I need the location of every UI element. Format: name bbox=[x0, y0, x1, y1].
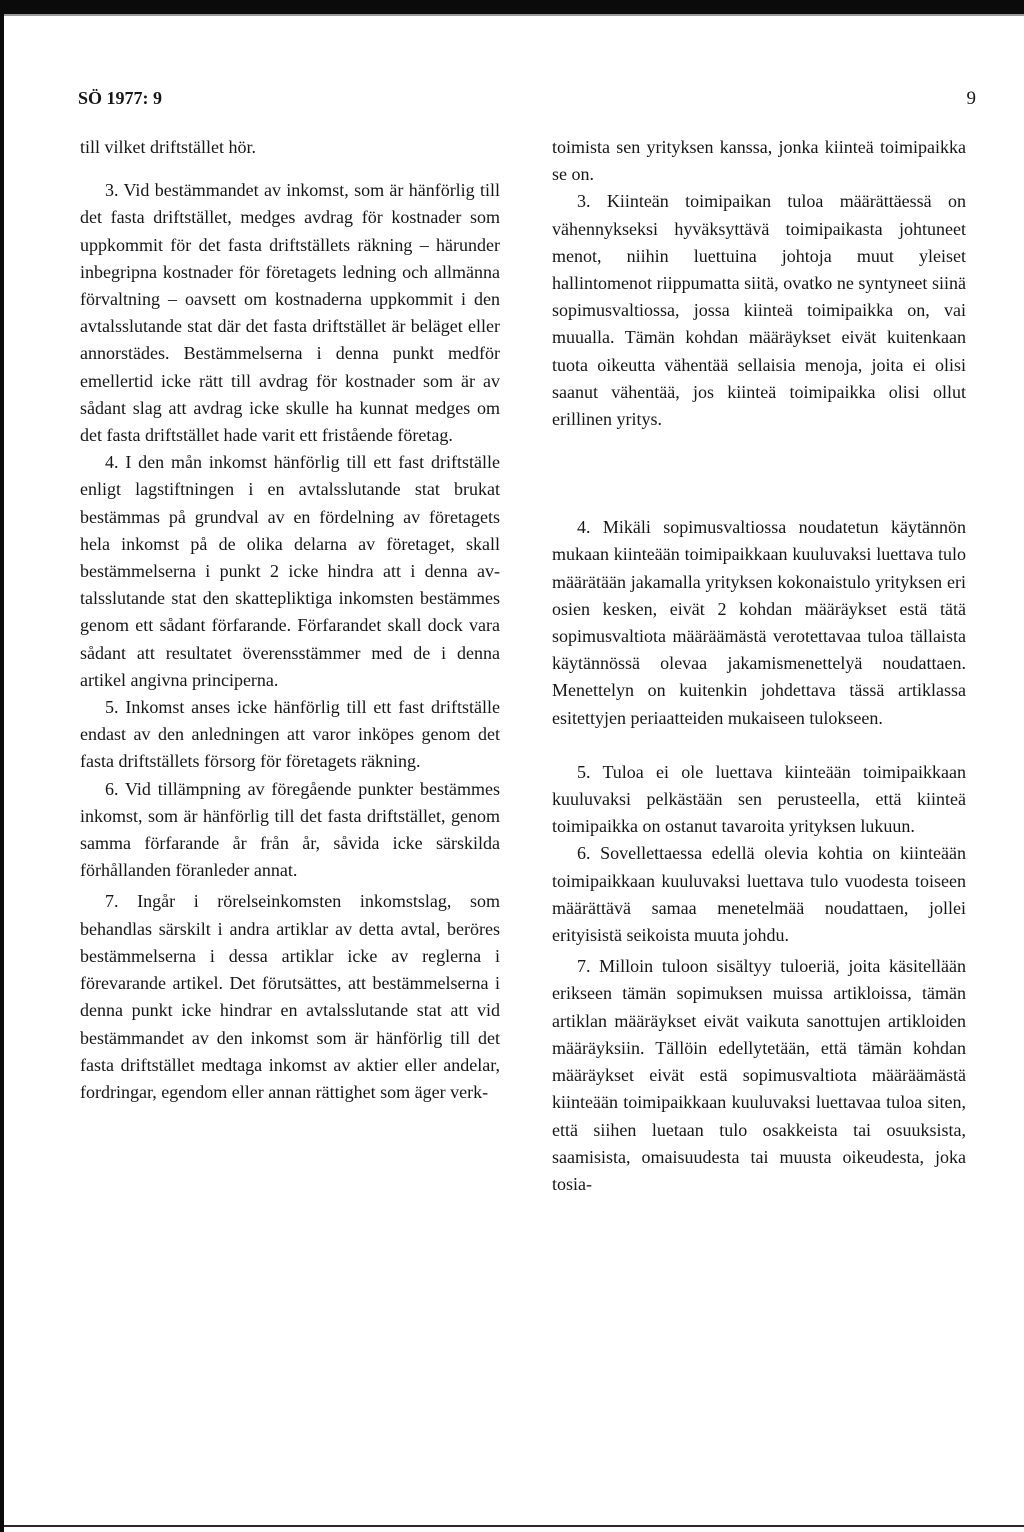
fi-paragraph-5: 5. Tuloa ei ole luettava kiinteään toimipaikkaan kuuluvaksi pelkästään sen perusteella, että kiinteä toimipaikka on ostanut tavaroita yrityksen lukuun. bbox=[552, 761, 966, 837]
finnish-column bbox=[552, 134, 966, 1198]
fi-paragraph-6: 6. Sovellettaessa edellä olevia kohtia on kiinteään toimipaikkaan kuuluvaksi luettava tulo vuodesta toiseen määrättävä samaa menetelmää noudattaen, jollei erityisistä seikoista muuta johdu. bbox=[552, 843, 966, 946]
sv-paragraph-7: 7. Ingår i rörelseinkomsten inkomstslag, som behandlas särskilt i andra artiklar av detta avtal, beröres bestämmelserna i dessa artiklar icke av reglerna i förevarande artikel. Det förutsättes, att bestämmelserna i denna punkt icke hindrar en avtalsslutande stat att vid bestämmandet av den inkomst som är hänförlig till det fasta driftstället medtaga inkomst av aktier eller andelar, fordringar, egendom eller annan rättighet som äger verk- bbox=[80, 891, 500, 1102]
sv-paragraph-continuation: till vilket driftstället hör. bbox=[80, 137, 256, 157]
scan-border-top-shadow bbox=[0, 14, 1024, 16]
fi-paragraph-4: 4. Mikäli sopimusvaltiossa noudatetun käytännön mukaan kiinteään toimipaikkaan kuuluvaksi luettava tulo määrätään jakamalla yrityksen kokonaistulo yrityksen eri osien kesken, eivät 2 kohdan määräykset estä tätä sopimusvaltiota määräämästä verotettavaa tuloa tällaista käytännössä olevaa jakamismenettelyä noudattaen. Menettelyn on kuitenkin johdettava tässä artiklassa esitettyjen periaatteiden mukaiseen tulokseen. bbox=[552, 517, 966, 728]
fi-paragraph-continuation: toimista sen yrityksen kanssa, jonka kiinteä toimipaikka se on. bbox=[552, 137, 966, 185]
swedish-column bbox=[80, 134, 500, 1106]
sv-paragraph-4: 4. I den mån inkomst hänförlig till ett fast driftställe enligt lagstiftningen i en avtalsslutande stat brukat bestämmas på grundval av en fördelning av företagets hela inkomst på de olika delarna av företaget, skall bestämmelserna i punkt 2 icke hindra att i denna avtalsslutande stat den skattepliktiga inkomsten bestämmes genom ett sådant förfarande. Förfarandet skall dock vara sådant att resultatet överensstämmer med de i denna artikel angivna principerna. bbox=[80, 452, 500, 690]
scan-border-left bbox=[0, 0, 4, 1532]
document-reference: SÖ 1977: 9 bbox=[78, 88, 163, 108]
scan-border-top bbox=[0, 0, 1024, 14]
fi-paragraph-3: 3. Kiinteän toimipaikan tuloa määrättäessä on vähennykseksi hyväksyttävä toimipaikasta johtuneet menot, niihin luettuina johtoja muut yleiset hallintomenot riippumatta siitä, ovatko ne syntyneet siinä sopimusvaltiossa, jossa kiinteä toimipaikka on, vai muualla. Tämän kohdan määräykset eivät kuitenkaan tuota oikeutta vähentää sellaisia menoja, joita ei olisi saanut vähentää, jos kiinteä toimipaikka olisi ollut erillinen yritys. bbox=[552, 191, 966, 430]
sv-paragraph-5: 5. Inkomst anses icke hänförlig till ett fast driftställe endast av den anledningen att varor inköpes genom det fasta driftställets försorg för företagets räkning. bbox=[80, 697, 500, 772]
scan-border-bottom bbox=[4, 1525, 1024, 1527]
sv-paragraph-6: 6. Vid tillämpning av föregående punkter bestämmes inkomst, som är hänförlig till det fasta driftstället, genom samma förfarande år från år, såvida icke särskilda förhållanden föranleder annat. bbox=[80, 778, 500, 881]
running-head bbox=[78, 88, 976, 109]
fi-paragraph-7: 7. Milloin tuloon sisältyy tuloeriä, joita käsitellään erikseen tämän sopimuksen muissa artikloissa, tämän artiklan määräykset eivät vaikuta sanottujen artikloiden määräyksiin. Tällöin edellytetään, että tämän kohdan määräykset eivät estä sopimusvaltiota määräämästä kiinteään toimipaikkaan kuuluvaksi luettavaa tuloa siten, että siihen luetaan tulo osakkeista tai osuuksista, saamisista, omaisuudesta tai muusta oikeudesta, joka tosia- bbox=[552, 956, 966, 1194]
page-number: 9 bbox=[966, 88, 976, 109]
sv-paragraph-3: 3. Vid bestämmandet av inkomst, som är hänförlig till det fasta driftstället, medges avdrag för kostnader som uppkommit för det fasta driftställets räkning – härunder inbegripna kostnader för företagets ledning och allmänna förvaltning – oavsett om kostnaderna uppkommit i den avtalsslutande stat där det fasta driftstället är beläget eller annorstädes. Bestämmelserna i denna punkt medför emellertid icke rätt till avdrag för kostnader som är av sådant slag att avdrag icke skulle ha kunnat medges om det fasta driftstället hade varit ett fristående företag. bbox=[80, 180, 500, 446]
